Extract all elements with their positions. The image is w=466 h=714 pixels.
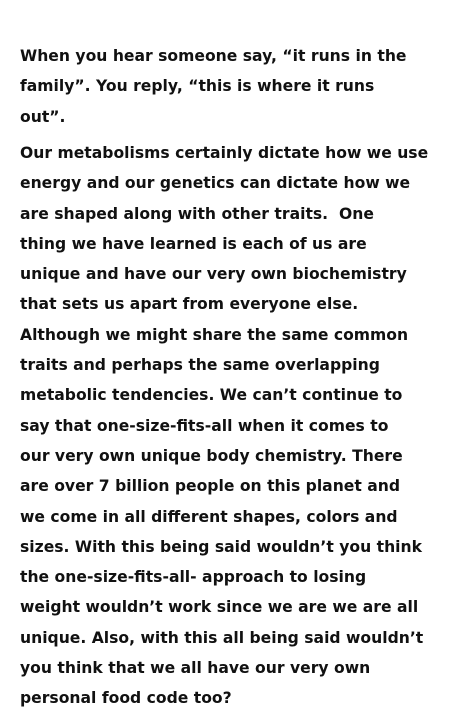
text-line: are shaped along with other traits. One <box>20 204 374 223</box>
text-line: out”. <box>20 107 66 126</box>
text-line: personal food code too? <box>20 689 232 708</box>
text-line: Our metabolisms certainly dictate how we use <box>20 144 429 162</box>
text-line: sizes. With this being said wouldn’t you think <box>20 537 422 556</box>
text-line: Although we might share the same common <box>20 325 409 344</box>
text-line: are over 7 billion people on this planet and <box>20 477 401 496</box>
text-line: energy and our genetics can dictate how we <box>20 174 411 193</box>
text-line: thing we have learned is each of us are <box>20 234 367 253</box>
text-line: we come in all different shapes, colors and <box>20 507 398 526</box>
text-line: say that one-size-fits-all when it comes to <box>20 416 389 435</box>
text-line: our very own unique body chemistry. There <box>20 446 403 465</box>
paragraph-body <box>20 138 450 714</box>
text-line: When you hear someone say, “it runs in the <box>20 47 407 65</box>
text-line: weight wouldn’t work since we are we are all <box>20 598 419 617</box>
text-line: metabolic tendencies. We can’t continue to <box>20 386 403 405</box>
text-line: unique. Also, with this all being said wouldn’t <box>20 628 424 647</box>
text-line: the one-size-fits-all- approach to losing <box>20 568 367 587</box>
text-line: you think that we all have our very own <box>20 659 371 678</box>
text-line: unique and have our very own biochemistry <box>20 265 407 284</box>
paragraph-intro <box>20 41 450 132</box>
text-line: family”. You reply, “this is where it runs <box>20 77 375 96</box>
text-line: that sets us apart from everyone else. <box>20 295 359 314</box>
text-line: traits and perhaps the same overlapping <box>20 356 380 375</box>
